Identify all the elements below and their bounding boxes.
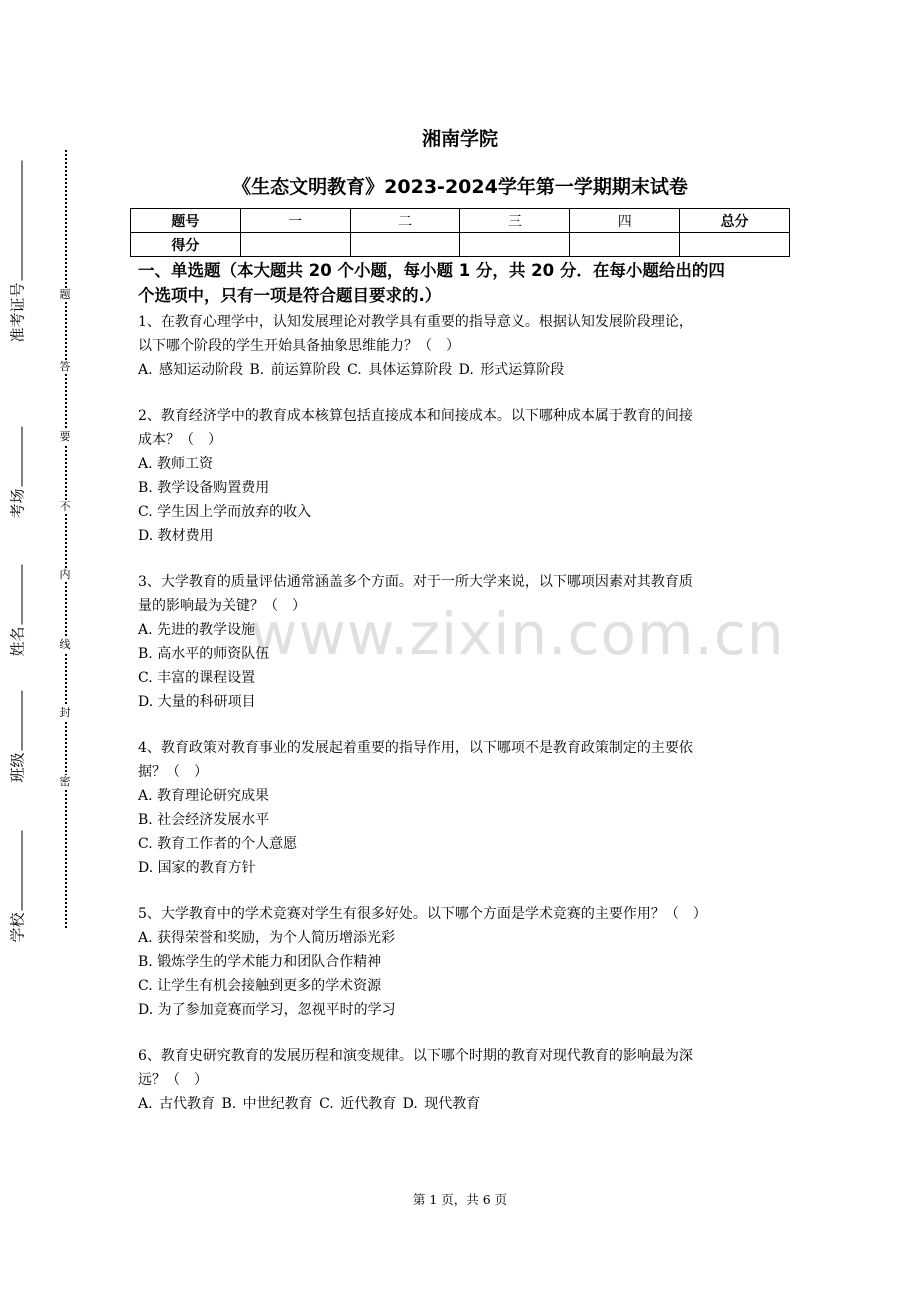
score-blank[interactable] bbox=[570, 233, 680, 257]
field-class bbox=[7, 683, 28, 783]
score-cell: 题号 bbox=[131, 209, 241, 233]
question-option: D. 国家的教育方针 bbox=[138, 860, 256, 876]
question-option: B. 锻炼学生的学术能力和团队合作精神 bbox=[138, 954, 382, 970]
question-option: C. 丰富的课程设置 bbox=[138, 670, 256, 686]
field-class-label: 班级 bbox=[8, 752, 27, 783]
score-table bbox=[130, 208, 790, 257]
question-stem: 1、在教育心理学中，认知发展理论对教学具有重要的指导意义。根据认知发展阶段理论， bbox=[138, 314, 693, 330]
section-heading-line: 一、单选题（本大题共 20 个小题，每小题 1 分，共 20 分．在每小题给出的四 bbox=[138, 261, 725, 280]
binding-char: 要 bbox=[59, 430, 71, 443]
field-name bbox=[7, 557, 28, 657]
score-blank[interactable] bbox=[240, 233, 350, 257]
question-stem: 3、大学教育的质量评估通常涵盖多个方面。对于一所大学来说，以下哪项因素对其教育质 bbox=[138, 574, 693, 590]
field-school-blank bbox=[8, 830, 23, 910]
question-option: D. 大量的科研项目 bbox=[138, 694, 256, 710]
question-options: A. 感知运动阶段 B. 前运算阶段 C. 具体运算阶段 D. 形式运算阶段 bbox=[138, 362, 565, 378]
binding-char: 封 bbox=[59, 706, 71, 719]
question-option: D. 教材费用 bbox=[138, 528, 214, 544]
question-stem: 5、大学教育中的学术竞赛对学生有很多好处。以下哪个方面是学术竞赛的主要作用？（ ） bbox=[138, 906, 707, 922]
score-table-score-row bbox=[131, 233, 790, 257]
binding-char: 题 bbox=[59, 288, 71, 301]
watermark: www.zixin.com.cn bbox=[250, 600, 785, 668]
exam-content bbox=[138, 258, 788, 1138]
field-admission-ticket-label: 准考证号 bbox=[8, 282, 27, 343]
question-option: A. 教师工资 bbox=[138, 456, 214, 472]
score-cell: 一 bbox=[240, 209, 350, 233]
field-exam-room bbox=[7, 419, 28, 519]
question-option: A. 获得荣誉和奖励，为个人简历增添光彩 bbox=[138, 930, 396, 946]
score-blank[interactable] bbox=[350, 233, 460, 257]
question-stem: 6、教育史研究教育的发展历程和演变规律。以下哪个时期的教育对现代教育的影响最为深 bbox=[138, 1048, 693, 1064]
question-6 bbox=[138, 1044, 788, 1116]
question-option: C. 让学生有机会接触到更多的学术资源 bbox=[138, 978, 382, 994]
page-footer: 第 1 页，共 6 页 bbox=[412, 1192, 508, 1207]
question-4 bbox=[138, 736, 788, 880]
score-cell: 二 bbox=[350, 209, 460, 233]
binding-char: 密 bbox=[59, 775, 71, 788]
question-5 bbox=[138, 902, 788, 1022]
question-option: A. 教育理论研究成果 bbox=[138, 788, 270, 804]
score-table-header-row bbox=[131, 209, 790, 233]
field-school-label: 学校 bbox=[8, 912, 27, 943]
question-option: C. 教育工作者的个人意愿 bbox=[138, 836, 298, 852]
score-blank[interactable] bbox=[680, 233, 790, 257]
school-name: 湘南学院 bbox=[421, 128, 498, 150]
score-cell: 得分 bbox=[131, 233, 241, 257]
question-stem: 以下哪个阶段的学生开始具备抽象思维能力？（ ） bbox=[138, 338, 460, 354]
question-stem: 4、教育政策对教育事业的发展起着重要的指导作用，以下哪项不是教育政策制定的主要依 bbox=[138, 740, 693, 756]
field-class-blank bbox=[8, 690, 23, 750]
question-option: B. 高水平的师资队伍 bbox=[138, 646, 270, 662]
question-option: D. 为了参加竞赛而学习，忽视平时的学习 bbox=[138, 1002, 396, 1018]
field-school bbox=[7, 823, 28, 943]
question-stem: 2、教育经济学中的教育成本核算包括直接成本和间接成本。以下哪种成本属于教育的间接 bbox=[138, 408, 693, 424]
score-cell: 总分 bbox=[680, 209, 790, 233]
exam-title: 《生态文明教育》2023-2024学年第一学期期末试卷 bbox=[232, 176, 688, 198]
question-option: B. 社会经济发展水平 bbox=[138, 812, 270, 828]
question-1 bbox=[138, 310, 788, 382]
question-options: A. 古代教育 B. 中世纪教育 C. 近代教育 D. 现代教育 bbox=[138, 1096, 481, 1112]
question-stem: 据？（ ） bbox=[138, 764, 208, 780]
binding-char: 答 bbox=[59, 360, 71, 373]
question-2 bbox=[138, 404, 788, 548]
question-option: C. 学生因上学而放弃的收入 bbox=[138, 504, 312, 520]
question-stem: 量的影响最为关键？（ ） bbox=[138, 598, 306, 614]
field-name-label: 姓名 bbox=[8, 626, 27, 657]
binding-char: 不 bbox=[59, 500, 71, 513]
question-stem: 远？（ ） bbox=[138, 1072, 208, 1088]
field-exam-room-blank bbox=[8, 426, 23, 486]
binding-dotted-line bbox=[65, 150, 67, 928]
score-blank[interactable] bbox=[460, 233, 570, 257]
field-exam-room-label: 考场 bbox=[8, 488, 27, 519]
binding-char: 内 bbox=[59, 568, 71, 581]
score-cell: 三 bbox=[460, 209, 570, 233]
section-heading bbox=[138, 258, 788, 308]
field-name-blank bbox=[8, 564, 23, 624]
section-heading-line: 个选项中，只有一项是符合题目要求的.） bbox=[138, 286, 442, 305]
binding-char: 线 bbox=[59, 638, 71, 651]
question-stem: 成本？（ ） bbox=[138, 432, 222, 448]
question-option: A. 先进的教学设施 bbox=[138, 622, 256, 638]
question-option: B. 教学设备购置费用 bbox=[138, 480, 270, 496]
score-cell: 四 bbox=[570, 209, 680, 233]
